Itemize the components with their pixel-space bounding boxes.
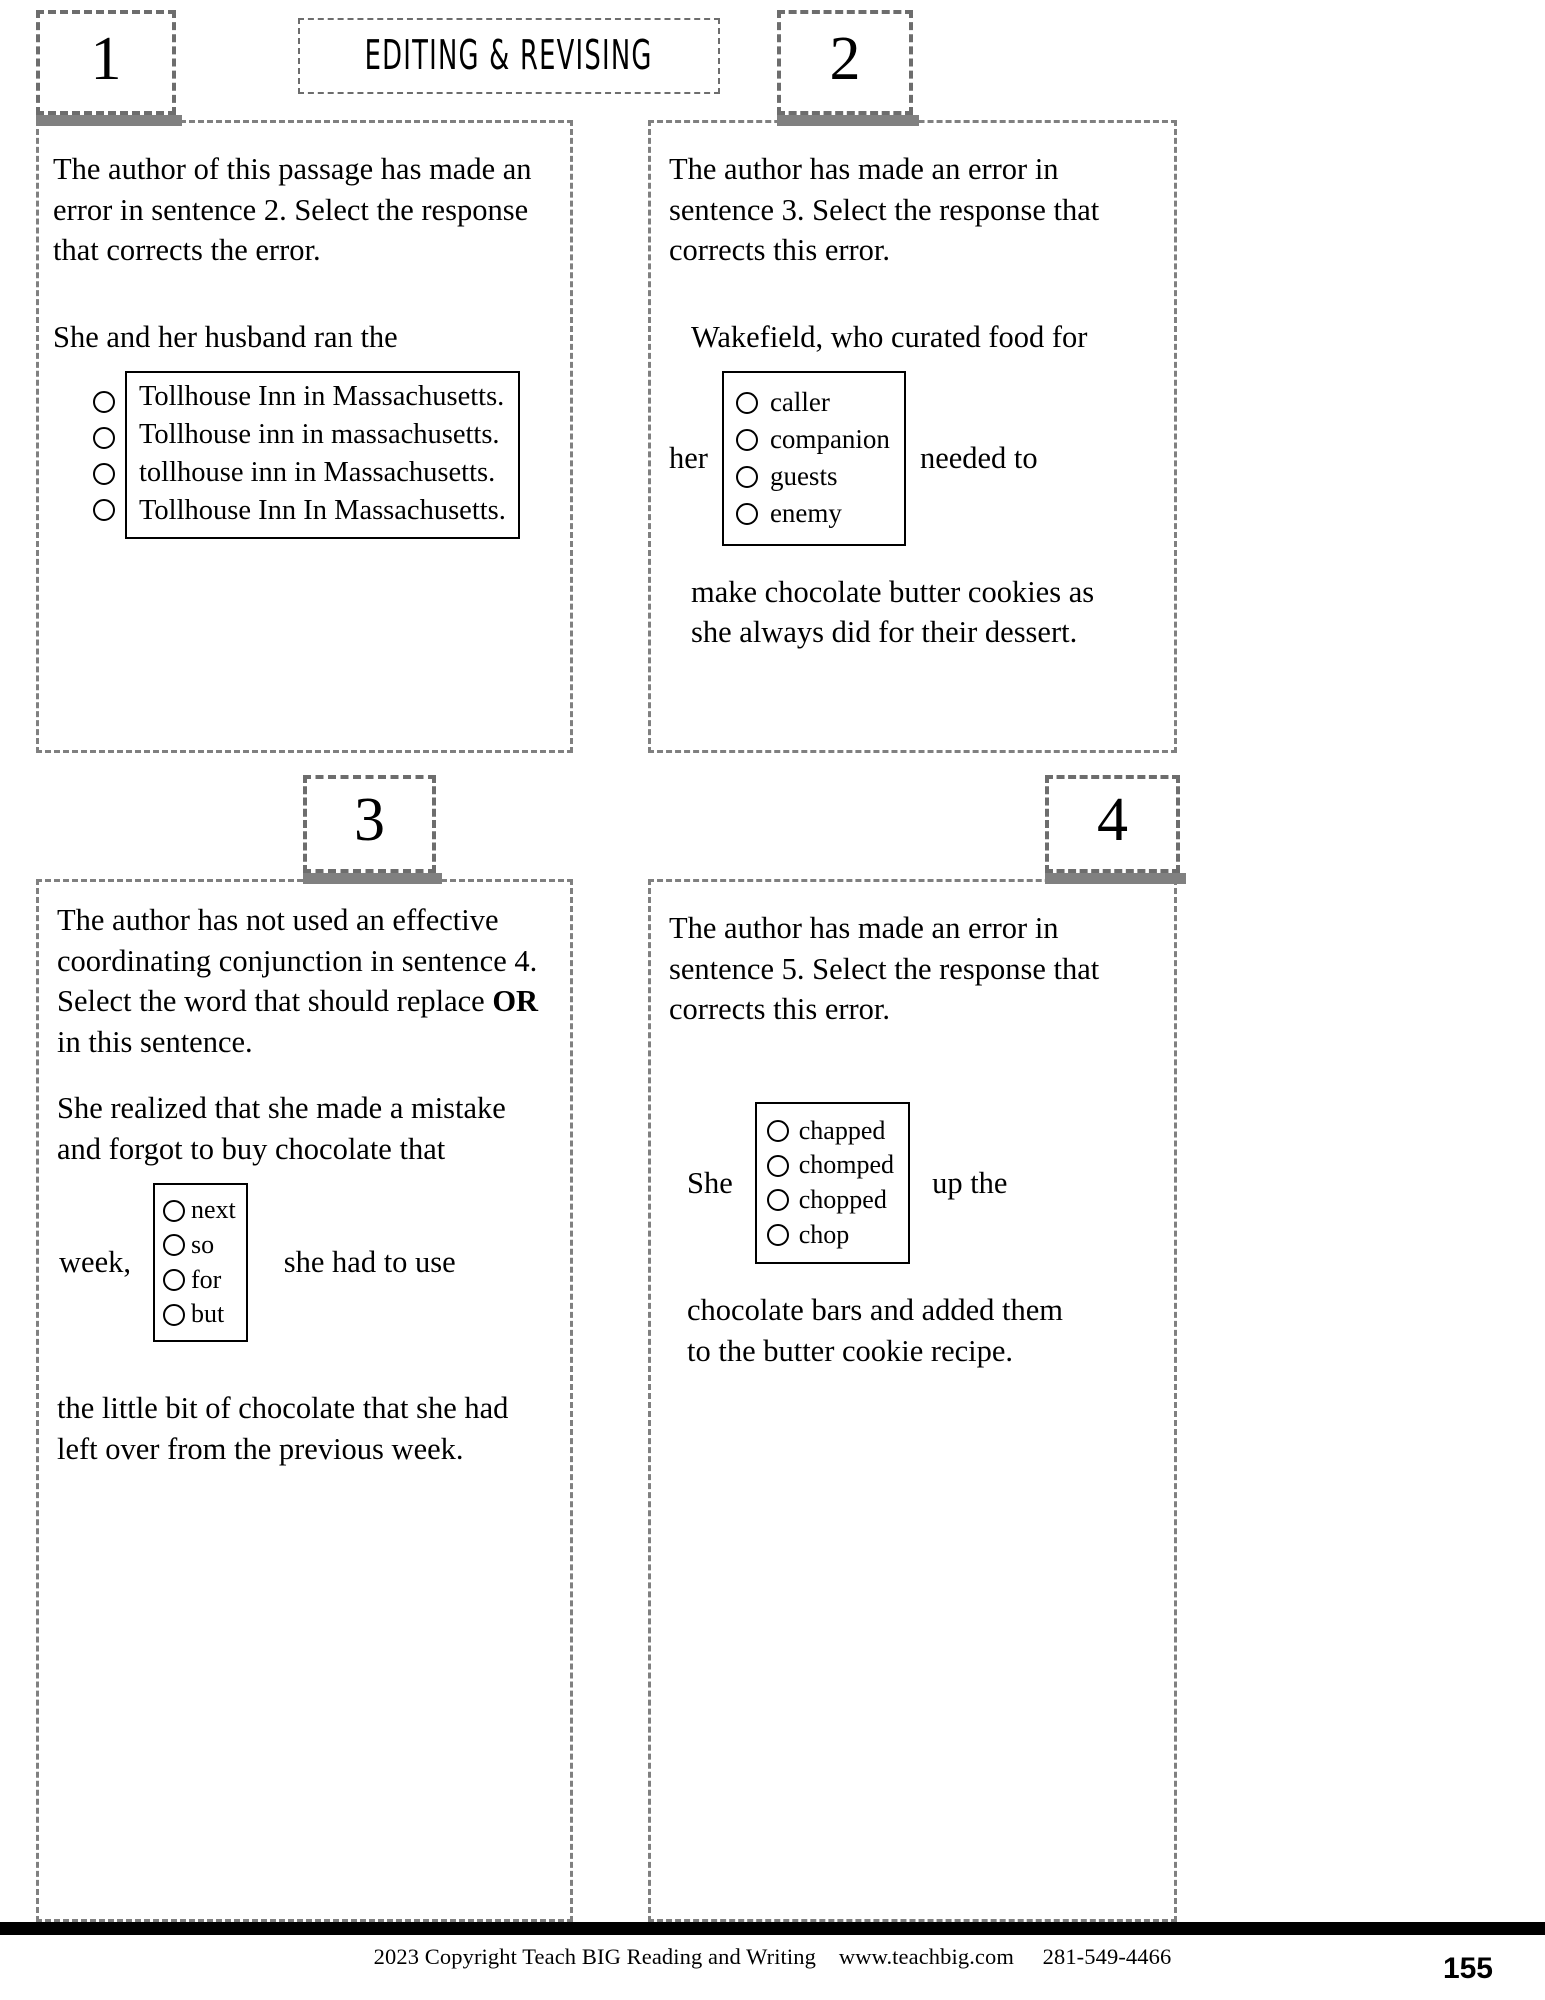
option-label[interactable]: Tollhouse Inn in Massachusetts. — [139, 381, 505, 413]
option-label: chomped — [798, 1150, 895, 1180]
footer-divider — [0, 1922, 1545, 1935]
option-row[interactable] — [767, 1220, 894, 1251]
footer-copyright: 2023 Copyright Teach BIG Reading and Writing — [373, 1944, 816, 1969]
page-number: 155 — [1442, 1952, 1493, 1985]
prompt-part-1: The author has not used an effective coordinating conjunction in sentence 4. Select the word that should replace — [57, 903, 538, 1019]
option-label: for — [190, 1264, 222, 1294]
answer-options-3 — [57, 1183, 556, 1342]
radio-button[interactable] — [163, 1304, 185, 1326]
stem-before-2: her — [669, 440, 708, 475]
radio-button[interactable] — [736, 429, 758, 451]
radio-button[interactable] — [93, 427, 115, 449]
question-prompt-4: The author has made an error in sentence 5. Select the response that corrects this error. — [669, 911, 1100, 1027]
option-list-2 — [722, 371, 906, 545]
option-label: so — [190, 1230, 215, 1260]
option-list-4 — [755, 1102, 910, 1265]
question-stem-2-tail2: she always did for their dessert. — [691, 615, 1078, 650]
question-stem-3-tail2: left over from the previous week. — [57, 1431, 464, 1466]
option-label: companion — [769, 424, 890, 455]
option-list-1 — [125, 371, 520, 539]
question-prompt-1: The author of this passage has made an error in sentence 2. Select the response that corrects the error. — [53, 152, 532, 268]
question-number-badge-2 — [777, 10, 913, 115]
question-stem-4-tail2: to the butter cookie recipe. — [687, 1333, 1014, 1368]
option-row[interactable] — [163, 1265, 236, 1296]
question-stem-3-tail1: the little bit of chocolate that she had — [57, 1391, 509, 1426]
worksheet-title-box — [298, 18, 720, 94]
question-number-4: 4 — [1097, 786, 1128, 854]
question-number-3: 3 — [354, 786, 385, 854]
question-card-1 — [36, 120, 573, 753]
question-stem-2-line1: Wakefield, who curated food for — [691, 319, 1088, 354]
option-label: but — [190, 1299, 225, 1329]
option-label: caller — [769, 387, 830, 418]
question-number-badge-4 — [1045, 775, 1180, 873]
answer-options-4 — [669, 1102, 1160, 1265]
radio-button[interactable] — [93, 463, 115, 485]
tab-underline-1 — [36, 115, 182, 126]
tab-underline-4 — [1045, 873, 1186, 884]
stem-after-4: up the — [932, 1165, 1008, 1200]
radio-button[interactable] — [163, 1269, 185, 1291]
tab-underline-3 — [303, 873, 442, 884]
stem-before-4: She — [687, 1165, 733, 1200]
answer-options-1 — [93, 371, 552, 539]
prompt-bold-word: OR — [492, 984, 539, 1019]
option-label: enemy — [769, 497, 842, 528]
option-row[interactable] — [163, 1230, 236, 1261]
footer — [0, 1944, 1545, 1970]
radio-button[interactable] — [93, 499, 115, 521]
radio-button[interactable] — [163, 1200, 185, 1222]
radio-column-1 — [93, 371, 125, 539]
question-stem-2-tail1: make chocolate butter cookies as — [691, 574, 1095, 609]
option-row[interactable] — [736, 498, 890, 530]
radio-button[interactable] — [767, 1120, 789, 1142]
question-card-3 — [36, 879, 573, 1922]
question-stem-1: She and her husband ran the — [53, 319, 398, 354]
option-label: guests — [769, 460, 838, 491]
option-row[interactable] — [736, 387, 890, 419]
stem-after-3: she had to use — [283, 1245, 456, 1280]
option-row[interactable] — [163, 1299, 236, 1330]
question-number-1: 1 — [90, 24, 122, 93]
option-label[interactable]: tollhouse inn in Massachusetts. — [139, 457, 496, 489]
option-row[interactable] — [767, 1185, 894, 1216]
question-stem-3-line2: and forgot to buy chocolate that — [57, 1131, 446, 1166]
page-title: EDITING & REVISING — [364, 32, 654, 80]
option-row[interactable] — [736, 461, 890, 493]
question-number-badge-1 — [36, 10, 176, 115]
radio-button[interactable] — [163, 1234, 185, 1256]
answer-options-2 — [669, 371, 1160, 545]
question-card-4 — [648, 879, 1177, 1922]
question-stem-3-line1: She realized that she made a mistake — [57, 1091, 506, 1126]
radio-button[interactable] — [93, 391, 115, 413]
option-label: chop — [798, 1219, 850, 1249]
option-label[interactable]: Tollhouse inn in massachusetts. — [139, 419, 500, 451]
radio-button[interactable] — [767, 1189, 789, 1211]
option-row[interactable] — [767, 1116, 894, 1147]
stem-after-2: needed to — [919, 440, 1038, 475]
option-label: next — [190, 1195, 236, 1225]
option-row[interactable] — [163, 1195, 236, 1226]
question-stem-4-tail1: chocolate bars and added them — [687, 1293, 1064, 1328]
option-row[interactable] — [736, 424, 890, 456]
question-number-badge-3 — [303, 775, 436, 873]
radio-button[interactable] — [767, 1155, 789, 1177]
radio-button[interactable] — [736, 466, 758, 488]
footer-website[interactable]: www.teachbig.com — [838, 1944, 1014, 1969]
radio-button[interactable] — [767, 1224, 789, 1246]
option-row[interactable] — [767, 1150, 894, 1181]
question-prompt-3 — [57, 900, 556, 1062]
prompt-part-2: in this sentence. — [57, 1024, 253, 1059]
question-number-2: 2 — [829, 24, 861, 93]
question-prompt-2: The author has made an error in sentence 3. Select the response that corrects this error. — [669, 152, 1100, 268]
tab-underline-2 — [777, 115, 919, 126]
radio-button[interactable] — [736, 503, 758, 525]
footer-phone: 281-549-4466 — [1042, 1944, 1172, 1969]
radio-button[interactable] — [736, 392, 758, 414]
option-label: chopped — [798, 1185, 887, 1215]
stem-before-3: week, — [59, 1245, 131, 1280]
option-list-3 — [153, 1183, 248, 1342]
header — [0, 0, 1545, 122]
option-label[interactable]: Tollhouse Inn In Massachusetts. — [139, 494, 506, 526]
option-label: chapped — [798, 1115, 886, 1145]
question-card-2 — [648, 120, 1177, 753]
